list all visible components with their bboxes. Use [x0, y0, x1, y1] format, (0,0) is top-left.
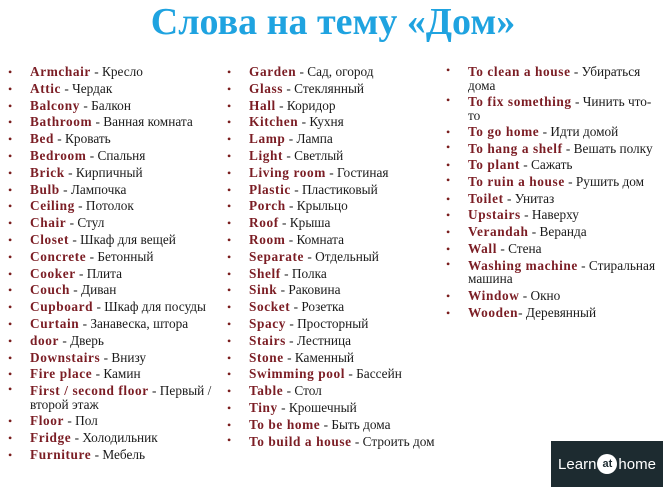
vocab-column-2 [227, 64, 442, 450]
vocab-russian-translation: - Каменный [283, 349, 355, 365]
vocab-item [227, 282, 442, 299]
vocab-russian-translation: - Шкаф для вещей [69, 231, 176, 247]
vocab-russian-translation: - Унитаз [503, 190, 555, 206]
vocab-english-word: door [30, 332, 59, 348]
vocab-english-word: Closet [30, 231, 70, 247]
vocab-russian-translation: - Камин [92, 366, 141, 382]
vocab-item [8, 333, 223, 350]
vocab-english-word: To fix something [468, 94, 572, 109]
vocab-english-word: To build a house [249, 433, 352, 449]
vocab-item [227, 333, 442, 350]
vocab-english-word: Bedroom [30, 147, 87, 163]
vocab-item [446, 64, 661, 92]
vocab-english-word: Living room [249, 164, 326, 180]
vocab-russian-translation: - Пол [64, 413, 98, 429]
vocab-item [227, 266, 442, 283]
vocab-english-word: First / second floor [30, 383, 149, 399]
vocab-russian-translation: - Кухня [298, 114, 344, 130]
vocab-english-word: Bulb [30, 181, 60, 197]
vocab-english-word: Swimming pool [249, 366, 346, 382]
vocab-item [8, 148, 223, 165]
vocab-english-word: Stone [249, 349, 284, 365]
vocab-item [8, 266, 223, 283]
vocab-russian-translation: - Чинить что-то [468, 94, 652, 123]
vocab-russian-translation: - Кирпичный [64, 164, 143, 180]
vocab-english-word: Porch [249, 198, 286, 214]
vocab-item [8, 366, 223, 383]
vocab-item [8, 282, 223, 299]
vocab-english-word: Hall [249, 97, 276, 113]
vocab-russian-translation: - Стеклянный [283, 80, 365, 96]
vocab-russian-translation: - Стиральная машина [468, 257, 656, 287]
vocab-russian-translation: - Лампа [285, 131, 333, 147]
vocab-english-word: Roof [249, 215, 279, 231]
vocab-item [227, 400, 442, 417]
vocab-item [446, 157, 661, 174]
vocab-item [446, 141, 661, 156]
vocab-english-word: Wooden [468, 304, 519, 320]
vocab-english-word: Toilet [468, 190, 504, 206]
vocab-russian-translation: - Наверху [520, 207, 579, 223]
vocab-russian-translation: - Мебель [91, 446, 146, 462]
vocab-english-word: Plastic [249, 181, 291, 197]
vocab-item [8, 98, 223, 115]
vocab-item [446, 241, 661, 258]
vocab-column-3 [446, 64, 661, 321]
vocab-english-word: Wall [468, 240, 498, 256]
vocab-russian-translation: - Крыльцо [285, 198, 348, 214]
vocab-russian-translation: - Отдельный [304, 248, 379, 264]
vocab-english-word: Cupboard [30, 299, 94, 315]
vocab-item [227, 81, 442, 98]
vocab-english-word: Stairs [249, 332, 286, 348]
vocab-english-word: Cooker [30, 265, 76, 281]
vocab-russian-translation: - Розетка [290, 299, 345, 315]
vocab-russian-translation: - Кресло [90, 64, 143, 79]
vocab-russian-translation: - Рушить дом [564, 174, 645, 190]
vocab-russian-translation: - Лестница [285, 332, 352, 348]
vocab-russian-translation: - Диван [69, 282, 117, 298]
vocab-english-word: Armchair [30, 64, 91, 79]
logo-text-right: home [618, 455, 656, 473]
vocab-russian-translation: - Коридор [275, 97, 336, 113]
vocab-item [446, 94, 661, 122]
vocab-item [446, 288, 661, 305]
vocab-item [8, 131, 223, 148]
vocab-item [8, 232, 223, 249]
vocab-item [227, 182, 442, 199]
vocab-item [227, 131, 442, 148]
vocab-russian-translation: - Сад, огород [296, 64, 374, 79]
vocab-russian-translation: - Веранда [528, 224, 587, 240]
vocab-russian-translation: - Вешать полку [562, 140, 653, 156]
vocab-item [8, 81, 223, 98]
vocab-english-word: Separate [249, 248, 305, 264]
vocab-item [8, 413, 223, 430]
vocab-english-word: Window [468, 287, 520, 303]
vocab-english-word: To be home [249, 416, 321, 432]
vocab-item [446, 191, 661, 208]
vocab-russian-translation: - Быть дома [320, 416, 391, 432]
vocab-english-word: Washing machine [468, 257, 578, 273]
vocab-english-word: Fridge [30, 429, 72, 445]
vocab-english-word: Shelf [249, 265, 281, 281]
vocab-item [227, 249, 442, 266]
vocab-english-word: Kitchen [249, 114, 299, 130]
vocab-russian-translation: - Полка [280, 265, 327, 281]
vocab-item [227, 434, 442, 449]
learnathome-logo [551, 441, 663, 487]
vocab-english-word: To go home [468, 124, 540, 139]
vocab-russian-translation: - Гостиная [325, 164, 389, 180]
vocab-russian-translation: - Чердак [61, 80, 113, 96]
vocab-russian-translation: - Строить дом [351, 433, 435, 449]
vocab-english-word: Ceiling [30, 198, 75, 214]
vocab-english-word: Bed [30, 131, 54, 147]
vocab-english-word: Sink [249, 282, 278, 298]
vocab-english-word: Table [249, 383, 284, 399]
vocab-russian-translation: - Идти домой [539, 124, 619, 139]
vocab-russian-translation: - Занавеска, штора [79, 315, 189, 331]
vocab-russian-translation: - Лампочка [59, 181, 127, 197]
vocab-russian-translation: - Деревянный [518, 304, 597, 320]
vocab-english-word: To clean a house [468, 64, 571, 79]
vocab-russian-translation: - Пластиковый [290, 181, 378, 197]
vocab-russian-translation: - Шкаф для посуды [93, 299, 206, 315]
vocab-column-1 [8, 64, 223, 464]
vocab-item [8, 430, 223, 447]
logo-at-circle: at [597, 454, 617, 474]
vocab-english-word: Chair [30, 215, 67, 231]
vocab-russian-translation: - Крошечный [277, 399, 357, 415]
vocab-english-word: Furniture [30, 446, 92, 462]
vocab-russian-translation: - Первый / второй этаж [30, 383, 212, 412]
vocab-item [8, 114, 223, 131]
vocab-item [8, 249, 223, 266]
vocab-item [8, 182, 223, 199]
vocab-russian-translation: - Дверь [59, 332, 104, 348]
vocab-item [227, 383, 442, 400]
vocab-russian-translation: - Ванная комната [92, 114, 193, 130]
vocab-english-word: Curtain [30, 315, 80, 331]
vocab-english-word: Socket [249, 299, 291, 315]
vocab-russian-translation: - Убираться дома [468, 64, 641, 93]
vocab-russian-translation: - Кровать [53, 131, 111, 147]
logo-text-left: Learn [558, 455, 597, 473]
vocab-item [446, 207, 661, 224]
vocab-item [227, 417, 442, 434]
vocab-english-word: Brick [30, 164, 65, 180]
vocab-english-word: Fire place [30, 366, 93, 382]
vocab-russian-translation: - Крыша [278, 215, 331, 231]
vocab-english-word: Bathroom [30, 114, 93, 130]
vocab-english-word: Balcony [30, 97, 81, 113]
vocab-russian-translation: - Окно [519, 287, 561, 303]
vocab-item [8, 64, 223, 81]
vocab-item [227, 366, 442, 383]
vocab-english-word: Verandah [468, 224, 529, 240]
vocab-item [8, 350, 223, 367]
vocab-item [446, 124, 661, 141]
vocab-russian-translation: - Холодильник [71, 429, 158, 445]
vocab-english-word: Room [249, 231, 286, 247]
vocab-russian-translation: - Потолок [74, 198, 134, 214]
vocab-english-word: Floor [30, 413, 65, 429]
vocab-russian-translation: - Просторный [286, 315, 369, 331]
vocab-russian-translation: - Раковина [277, 282, 341, 298]
vocab-item [227, 215, 442, 232]
vocab-item [8, 383, 223, 411]
vocab-russian-translation: - Комната [285, 231, 345, 247]
vocab-english-word: Downstairs [30, 349, 101, 365]
vocab-english-word: Garden [249, 64, 297, 79]
vocab-russian-translation: - Внизу [100, 349, 147, 365]
vocab-russian-translation: - Балкон [80, 97, 131, 113]
vocab-english-word: Upstairs [468, 207, 521, 223]
vocab-item [446, 305, 661, 322]
vocab-item [446, 258, 661, 286]
vocab-item [227, 316, 442, 333]
vocab-english-word: Attic [30, 80, 62, 96]
vocab-russian-translation: - Сажать [519, 157, 573, 173]
vocab-english-word: To ruin a house [468, 174, 565, 190]
page-title: Слова на тему «Дом» [150, 1, 516, 43]
vocab-english-word: Lamp [249, 131, 286, 147]
vocab-english-word: Light [249, 147, 284, 163]
vocab-item [8, 299, 223, 316]
vocab-item [8, 447, 223, 464]
vocab-item [227, 148, 442, 165]
vocab-russian-translation: - Стол [283, 383, 322, 399]
vocab-item [446, 174, 661, 189]
vocab-russian-translation: - Стена [497, 240, 542, 256]
vocab-item [227, 232, 442, 249]
vocab-english-word: Glass [249, 80, 284, 96]
vocab-item [227, 114, 442, 131]
vocab-item [8, 215, 223, 232]
vocab-english-word: Tiny [249, 399, 278, 415]
vocab-russian-translation: - Стул [66, 215, 105, 231]
vocab-english-word: To hang a shelf [468, 140, 563, 156]
vocab-english-word: To plant [468, 157, 520, 173]
vocab-russian-translation: - Бассейн [345, 366, 402, 382]
vocab-item [227, 64, 442, 81]
vocab-item [8, 198, 223, 215]
vocab-item [227, 299, 442, 316]
vocab-russian-translation: - Бетонный [86, 248, 154, 264]
vocab-item [8, 316, 223, 333]
vocab-item [227, 165, 442, 182]
vocab-russian-translation: - Спальня [86, 147, 146, 163]
vocab-item [446, 224, 661, 241]
vocab-item [227, 98, 442, 115]
vocab-item [8, 165, 223, 182]
vocab-english-word: Couch [30, 282, 70, 298]
vocab-item [227, 350, 442, 367]
vocab-english-word: Spacy [249, 315, 286, 331]
vocab-russian-translation: - Плита [75, 265, 123, 281]
vocab-english-word: Concrete [30, 248, 87, 264]
vocab-russian-translation: - Светлый [283, 147, 344, 163]
vocab-item [227, 198, 442, 215]
